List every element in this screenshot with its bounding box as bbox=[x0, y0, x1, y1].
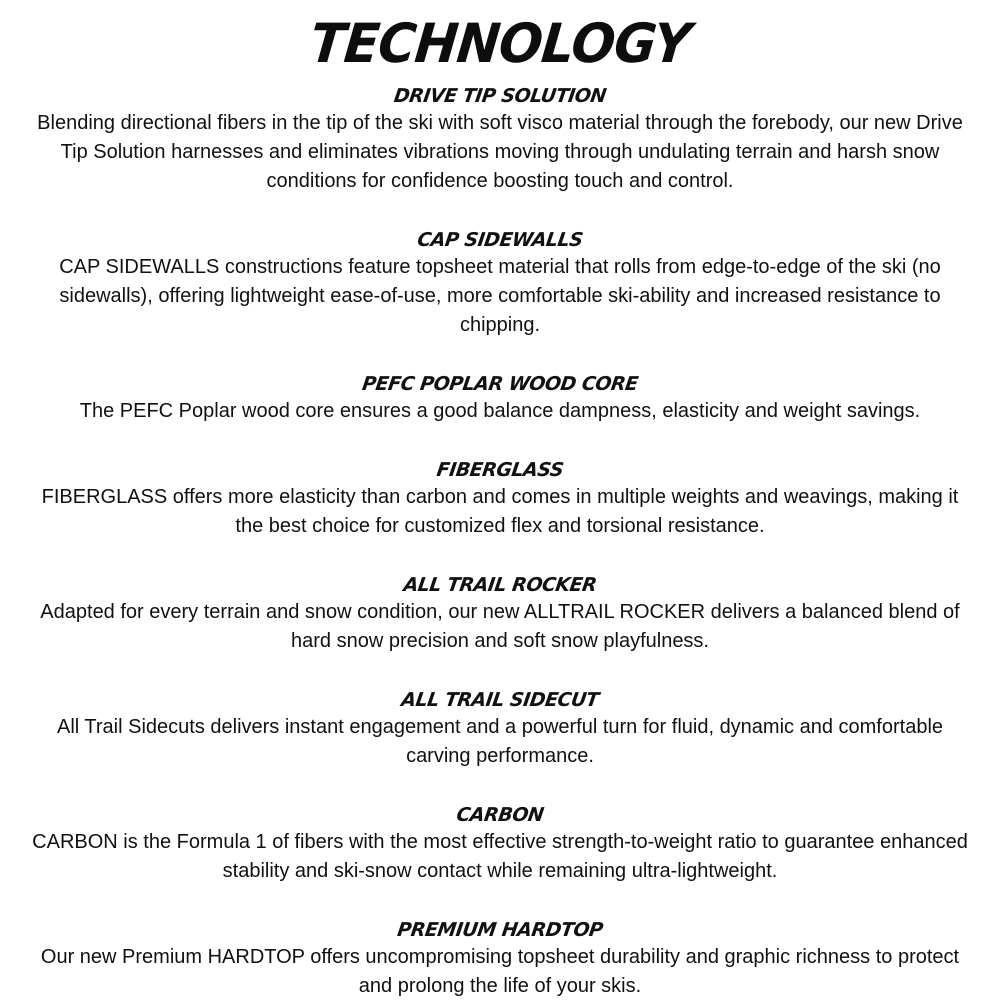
section-description: Our new Premium HARDTOP offers uncompromising topsheet durability and graphic richness to protect and prolong the life of your skis. bbox=[40, 946, 960, 997]
section-heading: DRIVE TIP SOLUTION bbox=[392, 85, 608, 107]
page-title: TECHNOLOGY bbox=[307, 12, 693, 75]
section-heading: ALL TRAIL SIDECUT bbox=[399, 689, 601, 711]
section-description: CARBON is the Formula 1 of fibers with the most effective strength-to-weight ratio to guarantee enhanced stability and ski-snow contact while remaining ultra-lightweight. bbox=[32, 831, 968, 882]
section-description: FIBERGLASS offers more elasticity than carbon and comes in multiple weights and weavings, making it the best choice for customized flex and torsional resistance. bbox=[41, 486, 959, 537]
section-all-trail-rocker bbox=[30, 572, 970, 656]
section-all-trail-sidecut bbox=[30, 687, 970, 771]
section-heading: FIBERGLASS bbox=[435, 459, 565, 481]
section-heading: PREMIUM HARDTOP bbox=[395, 919, 605, 941]
section-carbon bbox=[30, 802, 970, 886]
section-drive-tip-solution bbox=[30, 83, 970, 196]
section-heading: CAP SIDEWALLS bbox=[415, 229, 585, 251]
section-description: Blending directional fibers in the tip of the ski with soft visco material through the forebody, our new Drive Tip Solution harnesses and eliminates vibrations moving through undulating terrain and harsh snow conditions for confidence boosting touch and control. bbox=[37, 112, 963, 192]
section-cap-sidewalls bbox=[30, 227, 970, 340]
section-heading: PEFC POPLAR WOOD CORE bbox=[360, 373, 640, 395]
section-heading: ALL TRAIL ROCKER bbox=[402, 574, 598, 596]
section-pefc-poplar-wood-core bbox=[30, 371, 970, 426]
section-description: All Trail Sidecuts delivers instant engagement and a powerful turn for fluid, dynamic and comfortable carving performance. bbox=[56, 716, 944, 767]
section-description: CAP SIDEWALLS constructions feature topsheet material that rolls from edge-to-edge of the ski (no sidewalls), offering lightweight ease-of-use, more comfortable ski-ability and increased resistance to chipping. bbox=[59, 256, 941, 336]
section-heading: CARBON bbox=[455, 804, 545, 826]
section-fiberglass bbox=[30, 457, 970, 541]
section-premium-hardtop bbox=[30, 917, 970, 1001]
section-description: The PEFC Poplar wood core ensures a good balance dampness, elasticity and weight savings. bbox=[79, 400, 921, 422]
section-description: Adapted for every terrain and snow condition, our new ALLTRAIL ROCKER delivers a balanced blend of hard snow precision and soft snow playfulness. bbox=[40, 601, 960, 652]
